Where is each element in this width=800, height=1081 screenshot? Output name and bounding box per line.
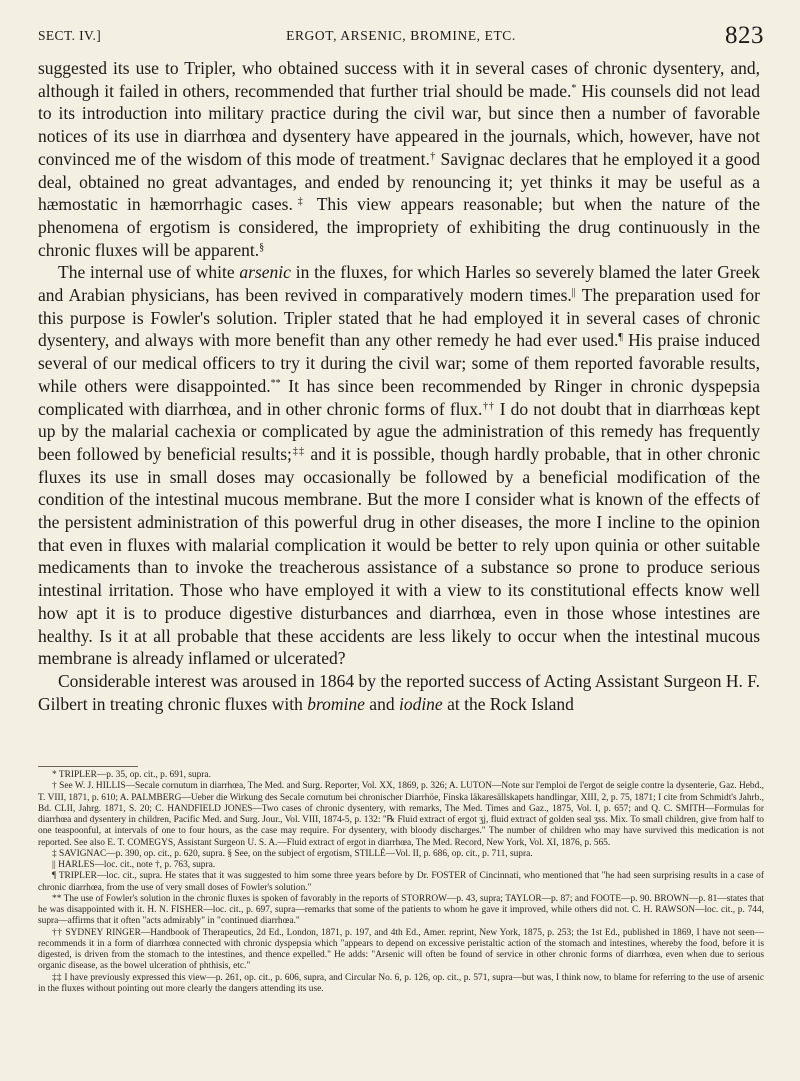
footnote: ¶ TRIPLER—loc. cit., supra. He states that it was suggested to him some three years before by Dr. FOSTER of Cincinnati, who mentioned that "he had seen surprising results in a case of chronic diarrhœa, from the use of very small doses of Fowler's solution." — [38, 871, 764, 893]
text-run: It has since been recommended by Ringer in chronic dyspepsia complicated with diarrhœa, and in other chronic forms of flux. — [38, 375, 760, 419]
footnote-marker: || — [571, 287, 576, 299]
text-run: Savignac declares that he employed it a good deal, obtained no great advantages, and ended by renouncing it; yet thinks it may be useful as a hæmostatic in hæmorrhagic cases. — [38, 148, 760, 215]
text-run: The internal use of white — [58, 262, 240, 283]
footnote: ‡ SAVIGNAC—p. 390, op. cit., p. 620, supra. § See, on the subject of ergotism, STILLÉ—Vol. II, p. 686, op. cit., p. 711, supra. — [52, 848, 533, 859]
footnote: † See W. J. HILLIS—Secale cornutum in diarrhœa, The Med. and Surg. Reporter, Vol. XX, 1869, p. 326; A. LUTON—Note sur l'emploi de l'ergot de seigle contre la dysenterie, Gaz. Hebd., T. VIII, 1871, p. 610; A. PALMBERG—Ueber die Wirkung des Secale cornutum bei chronischer Diarrhöe, Finska läkaresällskapets handlingar, XIII, 2, p. 75, 1871; I cite from Schmidt's Jahrb., Bd. CLII, Jahrg. 1871, S. 20; C. HANDFIELD JONES—Two cases of chronic dysentery, with remarks, The Med. Times and Gaz., 1875, Vol. I, p. 657; and Q. C. SMITH—Formulas for diarrhœa and dysentery in children, Pacific Med. and Surg. Jour., Vol. VIII, 1874-5, p. 132: "℞ Fluid extract of ergot ʒj, fluid extract of golden seal ʒss. Mix. To small children, give from half to one teaspoonful, at intervals of one to four hours, as the case may require. For dysentery, with bloody discharges." The number of children who may have survived this medication is not reported. See also E. T. COMEGYS, Assistant Surgeon U. S. A.—Fluid extract of ergot in diarrhœa, The Med. Record, New York, Vol. XI, 1876, p. 565. — [38, 781, 764, 848]
footnote-marker: †† — [482, 400, 495, 412]
text-run: in the fluxes, for which Harles so severely blamed the later Greek and Arabian physicians, has been revived in comparatively modern times. — [38, 262, 760, 306]
footnote: †† SYDNEY RINGER—Handbook of Therapeutics, 2d Ed., London, 1871, p. 197, and 4th Ed., Amer. reprint, New York, 1875, p. 253; the 1st Ed., published in 1869, I have not seen—recommends it in a form of diarrhœa connected with chronic dyspepsia which "appears to depend on excessive peristaltic action of the stomach and intestines, whereby the food, before it is digested, is driven from the stomach to the intestines, and thence expelled." He adds: "Arsenic will often be found of service in other chronic forms of diarrhœa, even when due to serious organic disease, as the bowel ulceration of phthisis, etc." — [38, 927, 764, 972]
emphasized-term: arsenic — [239, 262, 291, 283]
footnote: ‡‡ I have previously expressed this view—p. 261, op. cit., p. 606, supra, and Circular No. 6, p. 126, op. cit., p. 571, supra—but was, I think now, to blame for referring to the use of arsenic in the fluxes without pointing out more clearly the dangers attending its use. — [38, 972, 764, 994]
footnote-marker: ¶ — [618, 332, 623, 344]
footnote-marker: † — [429, 150, 436, 162]
footnote-rule — [38, 766, 138, 767]
footnote-marker: § — [259, 241, 265, 253]
footnote-marker: ** — [270, 377, 281, 389]
text-run: The preparation used for this purpose is Fowler's solution. Tripler stated that he had employed it in several cases of chronic dysentery, and always with more benefit than any other remedy he had ever used. — [38, 285, 760, 351]
text-run: I do not doubt that in diarrhœas kept up by the malarial cachexia or complicated by ague the administration of this remedy has frequently been followed by beneficial results; — [38, 398, 760, 464]
text-run: at the Rock Island — [442, 693, 574, 714]
text-run: His praise induced several of our medical officers to try it during the civil war; some of them reported favorable results, while others were disappointed. — [38, 330, 760, 396]
footnote: || HARLES—loc. cit., note †, p. 763, supra. — [52, 860, 216, 870]
footnote-marker: ‡‡ — [291, 445, 305, 457]
text-run: and — [364, 693, 399, 714]
body-paragraph — [38, 261, 760, 670]
text-run: and it is possible, though hardly probable, that in other chronic fluxes its use in small doses may occasionally be followed by a beneficial modification of the condition of the intestinal mucous membrane. But the more I consider what is known of the effects of the persistent administration of this powerful drug in other diseases, the more I incline to the opinion that even in fluxes with malarial complication it would be better to rely upon quinia or other suitable medicaments than to invoke the treacherous assistance of a substance so prone to produce serious intestinal irritation. Those who have employed it with a view to its constitutional effects know well how apt it is to produce digestive disturbances and diarrhœa, even in those whose intestines are healthy. Is it at all probable that these accidents are less likely to occur when the intestinal mucous membrane is already inflamed or ulcerated? — [38, 443, 761, 669]
footnote-marker: ‡ — [292, 196, 308, 208]
text-run: suggested its use to Tripler, who obtained success with it in several cases of chronic dysentery, and, although it failed in others, recommended that further trial should be made. — [38, 58, 760, 101]
footnote-marker: * — [571, 82, 577, 94]
text-run: His counsels did not lead to its introduction into military practice during the civil war, but since then a number of favorable notices of its use in diarrhœa and dysentery have appeared in the journals, which, however, have not convinced me of the wisdom of this mode of treatment. — [38, 80, 760, 169]
body-paragraph — [38, 57, 760, 261]
text-run: This view appears reasonable; but when the nature of the phenomena of ergotism is considered, the impropriety of exhibiting the drug continuously in the chronic fluxes will be apparent. — [38, 194, 761, 260]
main-text — [38, 57, 760, 715]
emphasized-term: iodine — [398, 693, 443, 714]
running-title: ERGOT, ARSENIC, BROMINE, ETC. — [286, 28, 516, 43]
page-number: 823 — [725, 22, 764, 49]
text-run: Considerable interest was aroused in 1864 by the reported success of Acting Assistant Surgeon H. F. Gilbert in treating chronic fluxes with — [38, 670, 760, 714]
footnote: * TRIPLER—p. 35, op. cit., p. 691, supra. — [52, 770, 211, 780]
section-label: SECT. IV.] — [38, 28, 102, 43]
body-paragraph — [38, 670, 760, 715]
footnotes — [38, 770, 764, 995]
emphasized-term: bromine — [307, 693, 365, 714]
footnote: ** The use of Fowler's solution in the chronic fluxes is spoken of favorably in the reports of STORROW—p. 43, supra; TAYLOR—p. 87; and FOOTE—p. 90. BROWN—p. 81—states that he was disappointed with it. H. N. FISHER—loc. cit., p. 697, supra—remarks that some of the patients to whom he gave it improved, while others did not. C. H. RAWSON—loc. cit., p. 744, supra—affirms that it often "acts admirably" in "continued diarrhœa." — [38, 893, 764, 927]
running-header — [38, 22, 764, 48]
